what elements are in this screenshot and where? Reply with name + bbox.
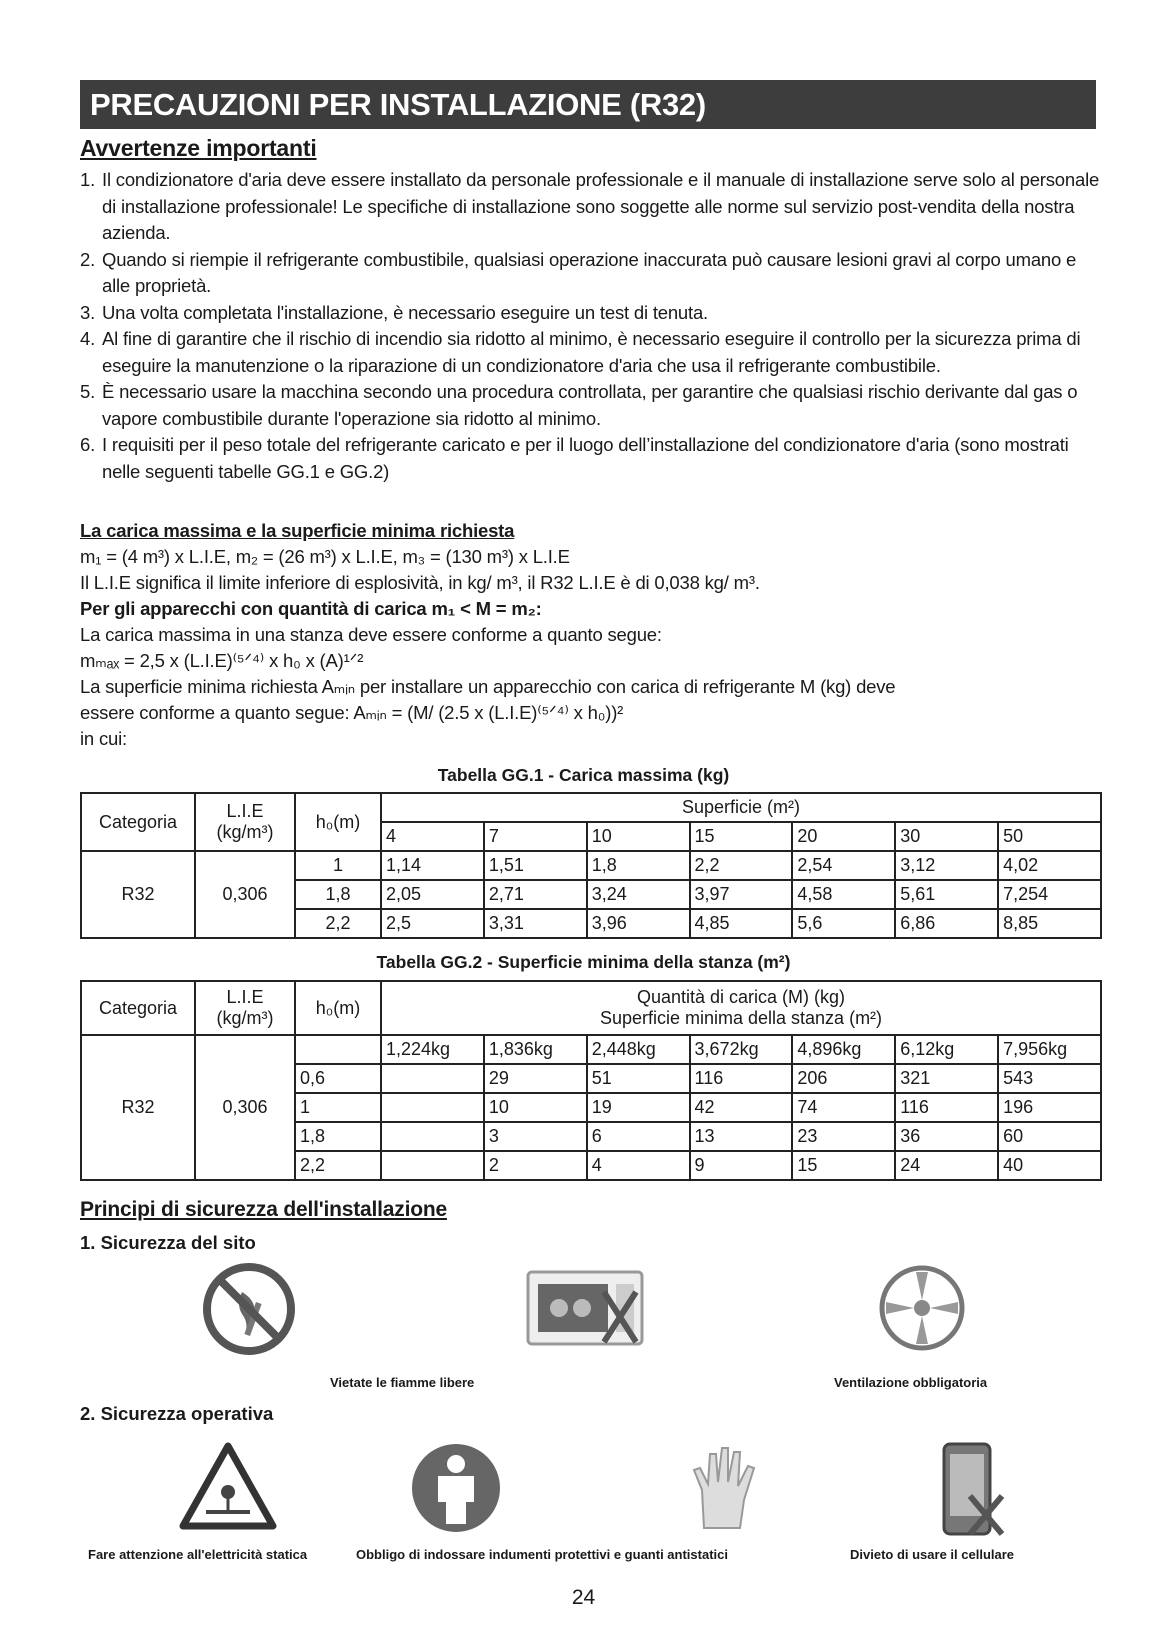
safety-title: Principi di sicurezza dell'installazione xyxy=(80,1198,447,1221)
warnings-title: Avvertenze importanti xyxy=(80,135,317,161)
table-cell: 8,85 xyxy=(998,909,1101,938)
warning-item-4: 4. Al fine di garantire che il rischio di incendio sia ridotto al minimo, è necessario eseguire il controllo per la sicurezza prima di eseguire la manutenzione o la riparazione di un condizionatore d'aria che usa il refrigerante combustibile. xyxy=(80,328,1081,376)
min-area-line-1: La superficie minima richiesta Aₘᵢₙ per installare un apparecchio con carica di refrigerante M (kg) deve xyxy=(80,676,896,697)
table-cell: 3,12 xyxy=(895,851,998,880)
table-cell: 51 xyxy=(587,1064,690,1093)
warning-item-3: 3. Una volta completata l'installazione, è necessario eseguire un test di tenuta. xyxy=(80,301,708,323)
appliance-condition: Per gli apparecchi con quantità di carica m₁ < M = m₂: xyxy=(80,598,542,619)
table-cell: 196 xyxy=(998,1093,1101,1122)
page-number: 24 xyxy=(571,1586,596,1609)
table-header: 7,956kg xyxy=(998,1035,1101,1064)
table-cell: 6,86 xyxy=(895,909,998,938)
table-cell: 13 xyxy=(690,1122,793,1151)
table-cell: 543 xyxy=(998,1064,1101,1093)
table-cell: 1,51 xyxy=(484,851,587,880)
mmax-formula: mₘₐₓ = 2,5 x (L.I.E)⁽⁵ᐟ⁴⁾ x h₀ x (A)¹ᐟ² xyxy=(80,650,364,671)
table-header: Superficie (m²) xyxy=(381,793,1101,822)
table-cell: 10 xyxy=(484,1093,587,1122)
table-header: 1,224kg xyxy=(381,1035,484,1064)
category-cell: R32 xyxy=(81,1035,195,1180)
table-cell: 3,96 xyxy=(587,909,690,938)
table-cell: 42 xyxy=(690,1093,793,1122)
table-cell: 4,85 xyxy=(690,909,793,938)
no-microwave-icon xyxy=(524,1262,646,1357)
static-electricity-warning-icon xyxy=(178,1440,278,1537)
table-cell: 2,54 xyxy=(792,851,895,880)
lie-definition: Il L.I.E significa il limite inferiore di esplosività, in kg/ m³, il R32 L.I.E è di 0,038 kg/ m³. xyxy=(80,572,760,593)
table-header: h₀(m) xyxy=(295,981,381,1035)
table-header: 4 xyxy=(381,822,484,851)
table-cell: 3 xyxy=(484,1122,587,1151)
table-header: 4,896kg xyxy=(792,1035,895,1064)
table-cell: 24 xyxy=(895,1151,998,1180)
table-cell: 1,8 xyxy=(587,851,690,880)
table-cell: 5,61 xyxy=(895,880,998,909)
table-cell: 36 xyxy=(895,1122,998,1151)
h0-cell xyxy=(295,1035,381,1064)
table-header: 1,836kg xyxy=(484,1035,587,1064)
table-cell: 1,14 xyxy=(381,851,484,880)
table-cell: 6 xyxy=(587,1122,690,1151)
table-cell: 4 xyxy=(587,1151,690,1180)
table-cell: 3,31 xyxy=(484,909,587,938)
table-header: 30 xyxy=(895,822,998,851)
table-header: Categoria xyxy=(81,793,195,851)
table-header: 15 xyxy=(690,822,793,851)
table-cell: 5,6 xyxy=(792,909,895,938)
table-cell: 15 xyxy=(792,1151,895,1180)
in-cui: in cui: xyxy=(80,728,127,749)
table-header: Quantità di carica (M) (kg) Superficie minima della stanza (m²) xyxy=(381,981,1101,1035)
table-cell: 7,254 xyxy=(998,880,1101,909)
table-cell xyxy=(381,1151,484,1180)
static-caption: Fare attenzione all'elettricità statica xyxy=(88,1547,308,1562)
page-title: PRECAUZIONI PER INSTALLAZIONE (R32) xyxy=(80,80,1096,129)
clothing-caption: Obbligo di indossare indumenti protettivi e guanti antistatici xyxy=(356,1547,728,1562)
no-mobile-phone-icon xyxy=(936,1440,1006,1543)
h0-cell: 1,8 xyxy=(295,1122,381,1151)
table-cell: 19 xyxy=(587,1093,690,1122)
table-cell: 40 xyxy=(998,1151,1101,1180)
formula-line: m₁ = (4 m³) x L.I.E, m₂ = (26 m³) x L.I.E, m₃ = (130 m³) x L.I.E xyxy=(80,546,570,567)
table-cell xyxy=(381,1122,484,1151)
h0-cell: 0,6 xyxy=(295,1064,381,1093)
min-area-table xyxy=(80,980,1102,1181)
h0-cell: 1 xyxy=(295,851,381,880)
no-open-flames-icon xyxy=(202,1262,296,1361)
h0-cell: 2,2 xyxy=(295,909,381,938)
lie-cell: 0,306 xyxy=(195,1035,295,1180)
table-header: 50 xyxy=(998,822,1101,851)
max-charge-line: La carica massima in una stanza deve essere conforme a quanto segue: xyxy=(80,624,662,645)
table-header: 6,12kg xyxy=(895,1035,998,1064)
table-header: h₀(m) xyxy=(295,793,381,851)
table-header: L.I.E (kg/m³) xyxy=(195,793,295,851)
table-cell: 3,24 xyxy=(587,880,690,909)
category-cell: R32 xyxy=(81,851,195,938)
table-header: 10 xyxy=(587,822,690,851)
table-cell: 2 xyxy=(484,1151,587,1180)
table-header: 20 xyxy=(792,822,895,851)
charge-heading: La carica massima e la superficie minima richiesta xyxy=(80,520,515,541)
table-cell: 2,71 xyxy=(484,880,587,909)
table-cell: 60 xyxy=(998,1122,1101,1151)
ventilation-icon xyxy=(876,1262,968,1359)
warning-item-2: 2. Quando si riempie il refrigerante combustibile, qualsiasi operazione inaccurata può causare lesioni gravi al corpo umano e alle proprietà. xyxy=(80,248,1077,296)
table-cell: 2,2 xyxy=(690,851,793,880)
protective-clothing-icon xyxy=(408,1440,504,1541)
lie-cell: 0,306 xyxy=(195,851,295,938)
warning-item-5: 5. È necessario usare la macchina secondo una procedura controllata, per garantire che qualsiasi rischio derivante dal gas o vapore combustibile durante l'operazione sia ridotto al minimo. xyxy=(80,381,1078,429)
table-header: 2,448kg xyxy=(587,1035,690,1064)
table-cell: 29 xyxy=(484,1064,587,1093)
table1-caption: Tabella GG.1 - Carica massima (kg) xyxy=(437,765,730,785)
max-charge-table xyxy=(80,792,1102,939)
table-header: 7 xyxy=(484,822,587,851)
table-cell: 2,5 xyxy=(381,909,484,938)
table-cell: 4,58 xyxy=(792,880,895,909)
table-cell xyxy=(381,1093,484,1122)
warning-item-1: 1. Il condizionatore d'aria deve essere installato da personale professionale e il manuale di installazione serve solo al personale di installazione professionale! Le specifiche di installazione sono soggette alle norme sul servizio post-vendita della nostra azienda. xyxy=(80,169,1100,243)
table-cell: 116 xyxy=(690,1064,793,1093)
phone-caption: Divieto di usare il cellulare xyxy=(850,1547,1015,1562)
warning-item-6: 6. I requisiti per il peso totale del refrigerante caricato e per il luogo dell’installazione del condizionatore d'aria (sono mostrati nelle seguenti tabelle GG.1 e GG.2) xyxy=(80,434,1069,482)
table-row xyxy=(81,1035,1101,1064)
table-cell xyxy=(381,1064,484,1093)
ventilation-caption: Ventilazione obbligatoria xyxy=(834,1375,988,1390)
table2-caption: Tabella GG.2 - Superficie minima della stanza (m²) xyxy=(376,952,791,972)
table-header: 3,672kg xyxy=(690,1035,793,1064)
table-cell: 3,97 xyxy=(690,880,793,909)
site-safety-title: 1. Sicurezza del sito xyxy=(80,1232,256,1253)
table-header: L.I.E (kg/m³) xyxy=(195,981,295,1035)
antistatic-gloves-icon xyxy=(684,1440,770,1541)
no-flames-caption: Vietate le fiamme libere xyxy=(330,1375,475,1390)
table-cell: 74 xyxy=(792,1093,895,1122)
table-cell: 2,05 xyxy=(381,880,484,909)
h0-cell: 2,2 xyxy=(295,1151,381,1180)
table-header: Categoria xyxy=(81,981,195,1035)
table-cell: 206 xyxy=(792,1064,895,1093)
warnings-list xyxy=(80,167,1100,485)
table-cell: 116 xyxy=(895,1093,998,1122)
operative-safety-title: 2. Sicurezza operativa xyxy=(80,1403,274,1424)
table-cell: 4,02 xyxy=(998,851,1101,880)
table-cell: 23 xyxy=(792,1122,895,1151)
h0-cell: 1,8 xyxy=(295,880,381,909)
table-row xyxy=(81,851,1101,880)
table-cell: 321 xyxy=(895,1064,998,1093)
h0-cell: 1 xyxy=(295,1093,381,1122)
min-area-line-2: essere conforme a quanto segue: Aₘᵢₙ = (M/ (2.5 x (L.I.E)⁽⁵ᐟ⁴⁾ x h₀))² xyxy=(80,702,624,723)
table-cell: 9 xyxy=(690,1151,793,1180)
